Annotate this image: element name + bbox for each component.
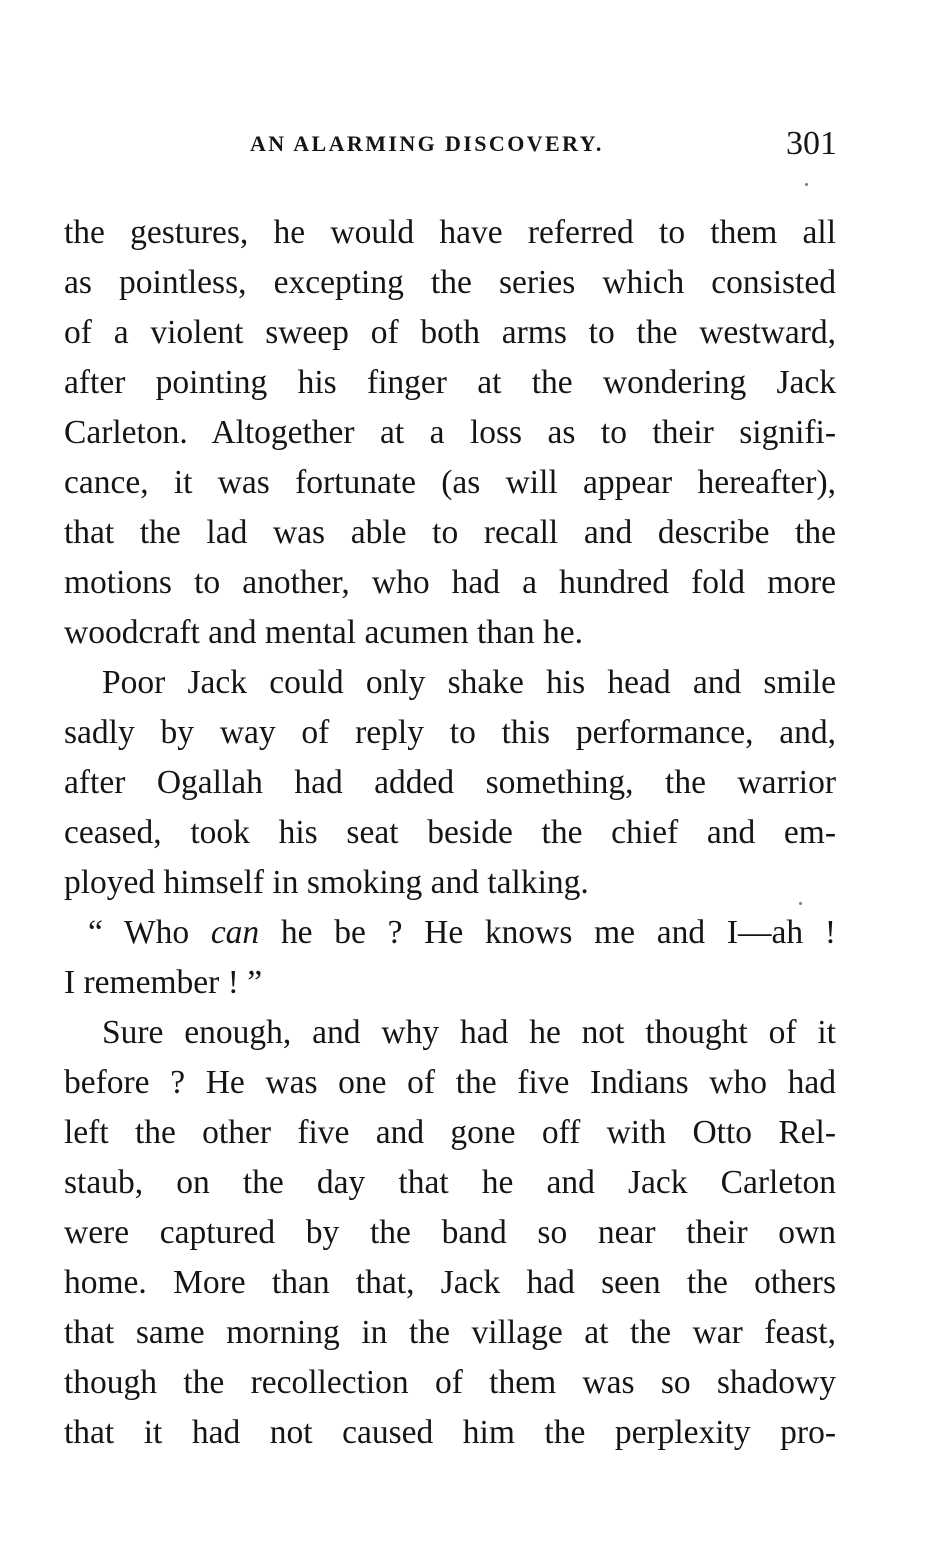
text-line: I remember ! ” xyxy=(64,964,263,1001)
quote-line-end: he be ? He knows me and I—ah ! xyxy=(259,914,836,951)
running-title: AN ALARMING DISCOVERY. xyxy=(250,131,604,156)
text-line: ployed himself in smoking and talking. xyxy=(64,864,589,901)
text-line: that the lad was able to recall and describe the xyxy=(64,514,836,551)
text-line: sadly by way of reply to this performance, and, xyxy=(64,714,836,751)
text-line: though the recollection of them was so shadowy xyxy=(64,1364,836,1401)
text-line: left the other five and gone off with Otto Rel- xyxy=(64,1114,836,1151)
text-line: were captured by the band so near their own xyxy=(64,1214,836,1251)
page-number: 301 xyxy=(786,125,837,162)
quote-line xyxy=(64,908,836,958)
text-line: that same morning in the village at the war feast, xyxy=(64,1314,836,1351)
text-line: Poor Jack could only shake his head and smile xyxy=(102,664,836,701)
body-text xyxy=(64,208,836,1458)
text-line: as pointless, excepting the series which consisted xyxy=(64,264,836,301)
text-line: Carleton. Altogether at a loss as to their signifi- xyxy=(64,414,836,451)
text-line: staub, on the day that he and Jack Carleton xyxy=(64,1164,836,1201)
text-line: ceased, took his seat beside the chief and em- xyxy=(64,814,836,851)
text-line: motions to another, who had a hundred fold more xyxy=(64,564,836,601)
text-line: the gestures, he would have referred to them all xyxy=(64,214,836,251)
quote-line-start: “ Who xyxy=(88,914,211,951)
text-line: after pointing his finger at the wondering Jack xyxy=(64,364,836,401)
text-line: Sure enough, and why had he not thought of it xyxy=(102,1014,836,1051)
text-line: woodcraft and mental acumen than he. xyxy=(64,614,584,651)
text-line: home. More than that, Jack had seen the others xyxy=(64,1264,836,1301)
text-line: after Ogallah had added something, the warrior xyxy=(64,764,836,801)
text-line: that it had not caused him the perplexity pro- xyxy=(64,1414,836,1451)
text-line: of a violent sweep of both arms to the westward, xyxy=(64,314,836,351)
text-line: before ? He was one of the five Indians who had xyxy=(64,1064,836,1101)
print-speck xyxy=(805,183,808,186)
quote-line-italic: can xyxy=(210,914,260,951)
text-line: cance, it was fortunate (as will appear hereafter), xyxy=(64,464,836,501)
